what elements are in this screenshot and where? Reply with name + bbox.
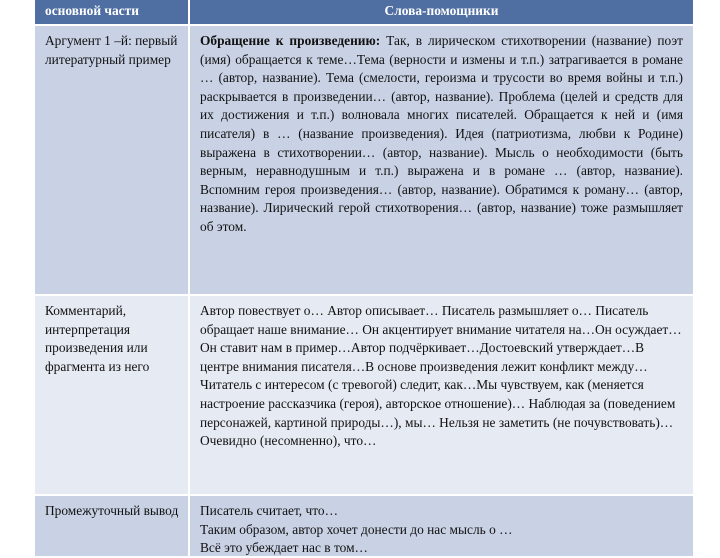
row-label: Промежуточный вывод [35,496,190,556]
row-label: Комментарий, интерпретация произведения или фрагмента из него [35,296,190,494]
header-helper-words-cell: Слова-помощники [384,3,499,18]
table-row [35,26,693,296]
row-line: Таким образом, автор хочет донести до нас мысль о … [200,521,513,537]
table-header-row [35,0,693,26]
row-lead-text: Обращение к произведению: [200,33,381,48]
row-content [190,26,693,294]
row-body-text: Так, в лирическом стихотворении (название) поэт (имя) обращается к теме…Тема (верности и измены и т.п.) затрагивается в романе … (автор, название). Тема (смелости, героизма и трусости во время войны и т.п.) раскрывается в произведении… (автор, название). Проблема (целей и средств для их достижения и т.п.) волновала многих писателей. Обращается к ней и (имя писателя) в … (название произведения). Идея (патриотизма, любви к Родине) выражена в стихотворении… (автор, название). Мысль о необходимости (быть верным, неравнодушным и т.п.) выражена и в романе … (автор, название). Вспомним героя произведения… (автор, название). Обратимся к роману… (автор, название). Лирический герой стихотворения… (автор, название) тоже размышляет об этом. [200,33,683,234]
row-label: Аргумент 1 –й: первый литературный пример [35,26,190,294]
table-row [35,296,693,496]
argument-table [34,0,693,558]
header-structure-cell: основной части [35,0,190,24]
table-row [35,496,693,558]
row-line: Писатель считает, что… [200,503,338,518]
row-content [190,496,693,556]
row-content: Автор повествует о… Автор описывает… Писатель размышляет о… Писатель обращает наше внимание… Он акцентирует внимание читателя на…Он осуждает…Он ставит нам в пример…Автор подчёркивает…Достоевский утверждает…В центре внимания писателя…В основе произведения лежит конфликт между…Читатель с интересом (с тревогой) следит, как…Мы чувствуем, как (меняется настроение рассказчика (героя), авторское отношение)… Наблюдая за (поведением персонажей, картиной природы…), мы… Нельзя не заметить (не почувствовать)… Очевидно (несомненно), что… [200,303,682,449]
row-line: Всё это убеждает нас в том… [200,540,368,556]
